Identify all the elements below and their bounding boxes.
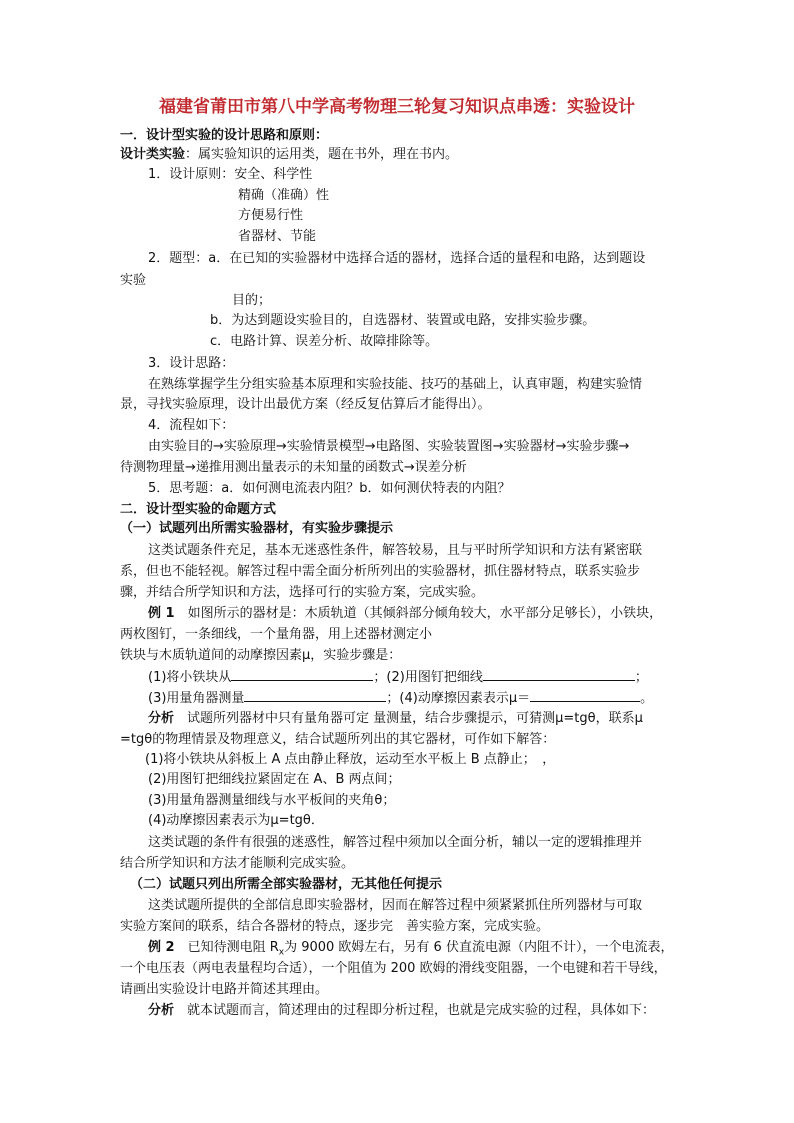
paragraph-line: 待测物理量→递推用测出量表示的未知量的函数式→误差分析 (120, 460, 467, 475)
resistor-subscript: x (278, 947, 285, 958)
answer-step-1: (1)将小铁块从斜板上 A 点由静止释放，运动至水平板上 B 点静止； ， (145, 752, 556, 767)
paragraph-line: 这类试题条件充足，基本无迷惑性条件，解答较易，且与平时所学知识和方法有紧密联 (148, 543, 643, 558)
section-1-heading: 一．设计型实验的设计思路和原则： (120, 128, 329, 143)
analysis-text: 试题所列器材中只有量角器可定 量测量，结合步骤提示，可猜测μ=tgθ，联系μ (174, 711, 643, 726)
subsection-2-heading: （二）试题只列出所需全部实验器材，无其他任何提示 (130, 877, 443, 892)
paragraph-line: 由实验目的→实验原理→实验情景模型→电路图、实验装置图→实验器材→实验步骤→ (148, 439, 630, 454)
period: 。 (640, 691, 654, 706)
step-line-2 (148, 689, 653, 708)
paragraph-line: 这类试题所提供的全部信息即实验器材，因而在解答过程中须紧紧抓住所列器材与可取 (148, 898, 643, 913)
example-2-line (148, 939, 673, 962)
analysis-label: 分析 (148, 711, 175, 726)
step-1-text: (1)将小铁块从 (148, 670, 232, 685)
step-4-text: ；(4)动摩擦因素表示μ＝ (386, 691, 531, 706)
example-2-text: 为 9000 欧姆左右，另有 6 伏直流电源（内阻不计），一个电流表， (284, 940, 674, 955)
question-type-b: b．为达到题设实验目的，自选器材、装置或电路，安排实验步骤。 (210, 313, 596, 328)
intro-line (120, 146, 458, 164)
paragraph-line: 请画出实验设计电路并简述其理由。 (120, 982, 329, 997)
analysis-2-label: 分析 (148, 1003, 175, 1018)
principle-item: 省器材、节能 (238, 229, 317, 244)
paragraph-line: 实验方案间的联系，结合各器材的特点，逐步完 善实验方案，完成实验。 (120, 919, 550, 934)
intro-text: ：属实验知识的运用类，题在书外，理在书内。 (185, 147, 459, 162)
answer-step-4: (4)动摩擦因素表示为μ=tgθ． (148, 813, 324, 828)
question-type-line: 实验 (120, 273, 147, 288)
question-type-c: c．电路计算、误差分析、故障排除等。 (210, 334, 439, 349)
document-title: 福建省莆田市第八中学高考物理三轮复习知识点串透：实验设计 (159, 97, 635, 117)
step-2-text: ；(2)用图钉把细线 (373, 670, 483, 685)
example-1-label: 例 1 (148, 606, 175, 621)
step-line-1 (148, 668, 648, 687)
paragraph-line: 在熟练掌握学生分组实验基本原理和实验技能、技巧的基础上，认真审题，构建实验情 (148, 377, 643, 392)
example-1-text: 如图所示的器材是：木质轨道（其倾斜部分倾角较大，水平部分足够长），小铁块， (174, 606, 663, 621)
question-type-line: 2．题型：a．在已知的实验器材中选择合适的器材，选择合适的量程和电路，达到题设 (148, 251, 646, 266)
flow-heading: 4．流程如下： (148, 418, 235, 433)
intro-label: 设计类实验 (120, 147, 186, 162)
think-question: 5．思考题：a．如何测电流表内阻？b．如何测伏特表的内阻？ (148, 481, 511, 496)
example-2-prefix: 已知待测电阻 R (174, 940, 279, 955)
answer-step-2: (2)用图钉把细线拉紧固定在 A、B 两点间； (148, 772, 401, 787)
step-3-text: (3)用量角器测量 (148, 691, 245, 706)
paragraph-line: 一个电压表（两电表量程均合适），一个阻值为 200 欧姆的滑线变阻器，一个电键和若干导线， (120, 961, 667, 976)
answer-blank-2 (483, 668, 635, 681)
analysis-2-text: 就本试题而言，简述理由的过程即分析过程，也就是完成实验的过程，具体如下： (174, 1003, 656, 1018)
analysis-2-line (148, 1002, 655, 1020)
paragraph-line: 结合所学知识和方法才能顺利完成实验。 (120, 856, 355, 871)
answer-blank-4 (530, 689, 640, 702)
analysis-1-line (148, 710, 643, 728)
answer-blank-1 (231, 668, 373, 681)
principle-item: 精确（准确）性 (238, 188, 330, 203)
paragraph-line: 这类试题的条件有很强的迷惑性，解答过程中须加以全面分析，辅以一定的逻辑推理并 (148, 835, 643, 850)
answer-blank-3 (244, 689, 386, 702)
paragraph-line: 两枚图钉，一条细线，一个量角器，用上述器材测定小 (120, 627, 433, 642)
example-1-line (148, 605, 662, 623)
semicolon: ； (634, 670, 648, 685)
subsection-1-heading: （一）试题列出所需实验器材，有实验步骤提示 (120, 521, 394, 536)
example-2-label: 例 2 (148, 940, 175, 955)
principle-heading: 1．设计原则：安全、科学性 (148, 167, 313, 182)
paragraph-line: =tgθ的物理情景及物理意义，结合试题所列出的其它器材，可作如下解答： (120, 732, 556, 747)
paragraph-line: 铁块与木质轨道间的动摩擦因素μ，实验步骤是： (120, 648, 402, 663)
section-2-heading: 二．设计型实验的命题方式 (120, 502, 277, 517)
answer-step-3: (3)用量角器测量细线与水平板间的夹角θ； (148, 793, 396, 808)
design-idea-heading: 3．设计思路： (148, 356, 235, 371)
paragraph-line: 系，但也不能轻视。解答过程中需全面分析所列出的实验器材，抓住器材特点，联系实验步 (120, 564, 641, 579)
paragraph-line: 骤，并结合所学知识和方法，选择可行的实验方案，完成实验。 (120, 585, 485, 600)
question-type-line: 目的； (232, 293, 272, 308)
paragraph-line: 景，寻找实验原理，设计出最优方案（经反复估算后才能得出）。 (120, 397, 491, 412)
principle-item: 方便易行性 (238, 208, 304, 223)
